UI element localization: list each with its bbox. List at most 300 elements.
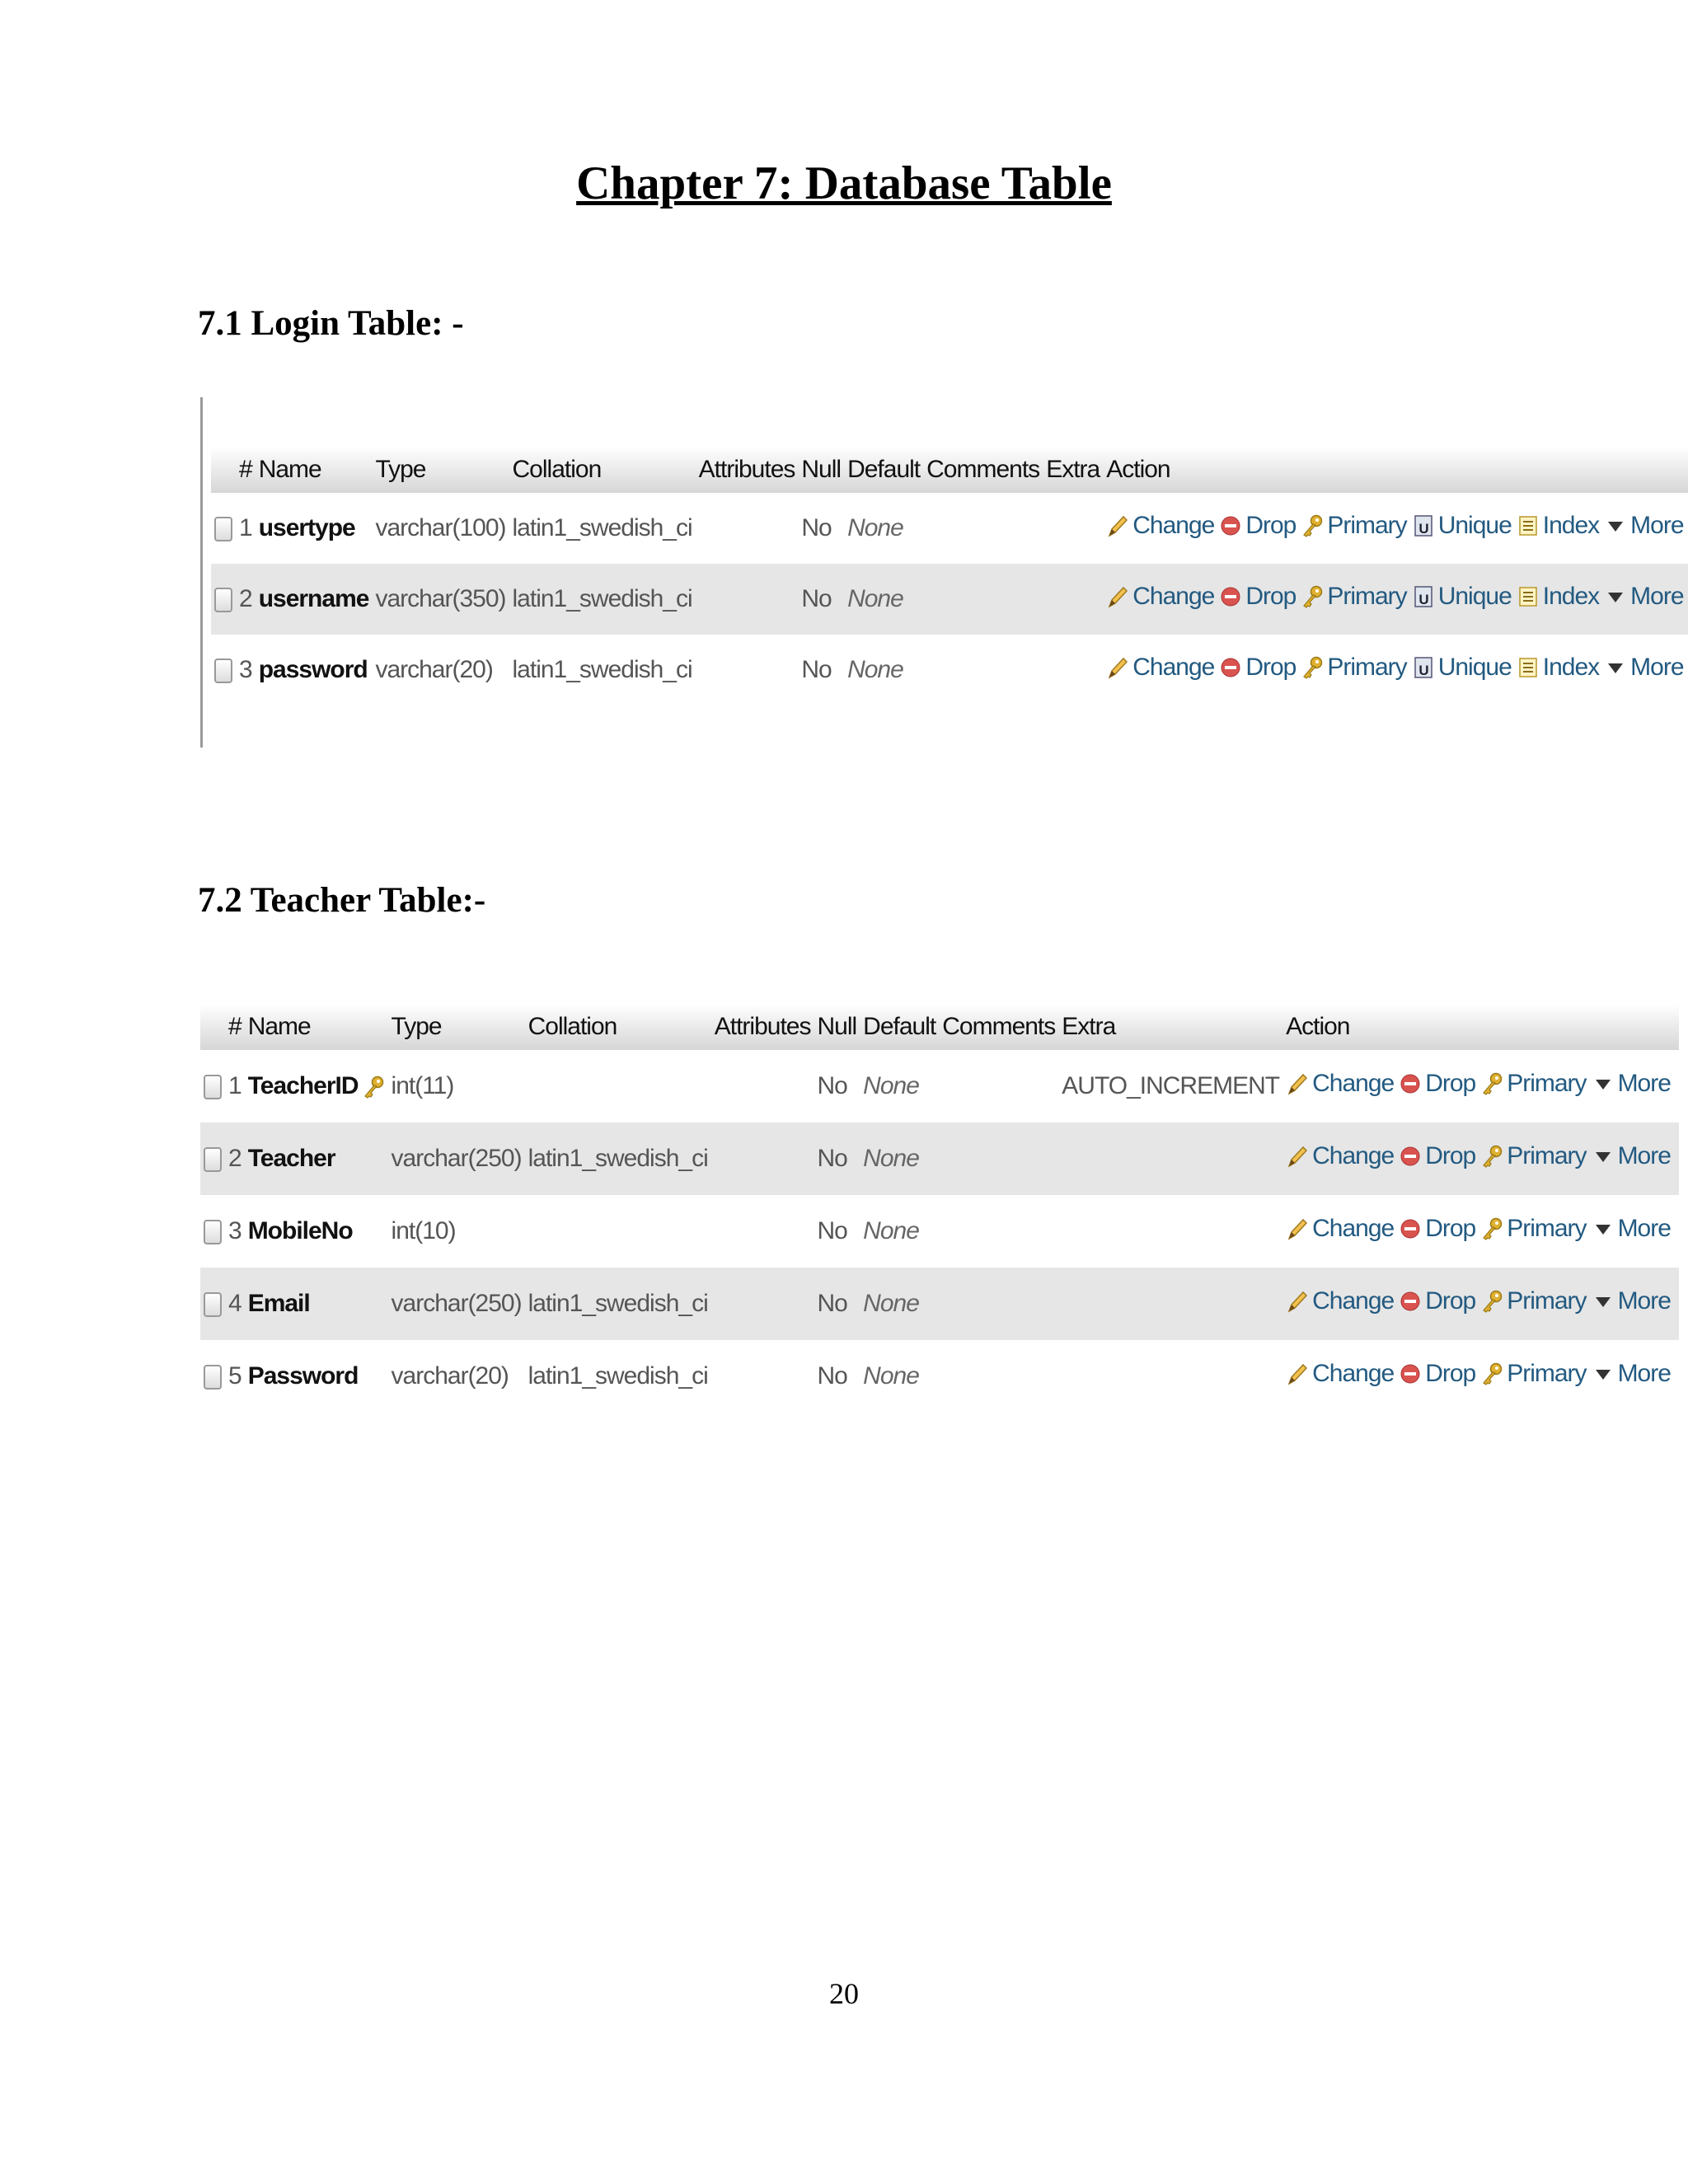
action-drop-link[interactable] — [1399, 1215, 1475, 1243]
table-row — [211, 635, 1688, 705]
column-header-attributes: Attributes — [711, 1004, 814, 1050]
action-drop-link[interactable] — [1219, 512, 1296, 540]
key-icon — [1480, 1216, 1503, 1241]
cell-comments — [939, 1195, 1058, 1268]
login-table-screenshot — [200, 397, 1684, 748]
pencil-icon — [1286, 1071, 1309, 1096]
cell-action — [1282, 1122, 1679, 1195]
cell-num — [236, 635, 256, 705]
action-change-label: Change — [1312, 1215, 1395, 1242]
row-checkbox[interactable] — [214, 658, 232, 683]
cell-attributes — [711, 1050, 814, 1122]
drop-icon — [1399, 1216, 1422, 1241]
row-checkbox-cell — [200, 1340, 225, 1413]
column-header-type: Type — [388, 1004, 525, 1050]
column-header-extra: Extra — [1058, 1004, 1282, 1050]
row-checkbox-cell — [200, 1195, 225, 1268]
cell-type-text: int(10) — [391, 1217, 456, 1244]
action-drop-label: Drop — [1425, 1360, 1476, 1387]
cell-default-text: None — [863, 1362, 919, 1390]
action-primary-link[interactable] — [1480, 1287, 1586, 1315]
action-more-link[interactable] — [1592, 1360, 1671, 1388]
cell-attributes — [711, 1195, 814, 1268]
cell-num — [236, 564, 256, 635]
cell-name-text: TeacherID — [247, 1072, 359, 1099]
caret-down-icon — [1604, 584, 1627, 609]
page-title: Chapter 7: Database Table — [576, 157, 1112, 209]
cell-null-text: No — [817, 1072, 847, 1099]
cell-num — [225, 1122, 245, 1195]
action-change-link[interactable] — [1106, 512, 1214, 540]
cell-default — [860, 1122, 939, 1195]
action-more-label: More — [1617, 1287, 1671, 1315]
cell-comments — [939, 1268, 1058, 1340]
column-header-number: # — [236, 447, 256, 493]
cell-type-text: varchar(20) — [391, 1362, 509, 1390]
drop-icon — [1399, 1289, 1422, 1314]
action-change-label: Change — [1312, 1287, 1395, 1315]
action-index-link[interactable] — [1517, 654, 1599, 682]
cell-type-text: varchar(20) — [375, 656, 493, 683]
action-index-link[interactable] — [1517, 583, 1599, 611]
pencil-icon — [1106, 655, 1129, 680]
section-heading-teacher: 7.2 Teacher Table:- — [198, 881, 486, 920]
cell-null-text: No — [817, 1145, 847, 1172]
pencil-icon — [1106, 584, 1129, 609]
cell-action — [1103, 564, 1688, 635]
action-more-link[interactable] — [1604, 583, 1683, 611]
action-drop-label: Drop — [1425, 1215, 1476, 1242]
teacher-table-screenshot — [200, 1004, 1671, 1449]
action-more-label: More — [1630, 512, 1684, 539]
row-checkbox-cell — [200, 1050, 225, 1122]
row-checkbox[interactable] — [204, 1365, 222, 1390]
cell-default-text: None — [847, 514, 903, 541]
action-change-link[interactable] — [1286, 1360, 1394, 1388]
key-icon — [1480, 1071, 1503, 1096]
row-checkbox[interactable] — [204, 1075, 222, 1099]
cell-num-text: 4 — [228, 1290, 241, 1317]
cell-extra — [1058, 1050, 1282, 1122]
cell-default-text: None — [863, 1072, 919, 1099]
action-unique-label: Unique — [1437, 583, 1512, 610]
cell-collation — [509, 635, 696, 705]
cell-collation-text: latin1_swedish_ci — [528, 1145, 708, 1172]
action-change-link[interactable] — [1106, 583, 1214, 611]
cell-attributes — [711, 1122, 814, 1195]
table-row — [200, 1050, 1679, 1122]
caret-down-icon — [1592, 1289, 1615, 1314]
action-primary-label: Primary — [1507, 1287, 1587, 1315]
action-more-link[interactable] — [1592, 1142, 1671, 1170]
pencil-icon — [1286, 1144, 1309, 1169]
cell-extra — [1058, 1195, 1282, 1268]
table-row — [200, 1268, 1679, 1340]
row-checkbox[interactable] — [204, 1292, 222, 1317]
key-icon — [1480, 1289, 1503, 1314]
row-checkbox-cell — [211, 564, 236, 635]
row-checkbox[interactable] — [204, 1220, 222, 1244]
action-drop-link[interactable] — [1399, 1360, 1475, 1388]
cell-collation-text: latin1_swedish_ci — [528, 1290, 708, 1317]
cell-comments — [939, 1340, 1058, 1413]
column-header-null: Null — [798, 447, 844, 493]
column-header-number: # — [225, 1004, 245, 1050]
cell-default — [844, 635, 923, 705]
cell-name — [245, 1195, 388, 1268]
cell-default-text: None — [863, 1290, 919, 1317]
svg-text:U: U — [1418, 663, 1428, 678]
cell-comments — [923, 635, 1043, 705]
action-more-link[interactable] — [1604, 654, 1683, 682]
cell-attributes — [696, 564, 799, 635]
cell-collation — [525, 1340, 711, 1413]
row-checkbox-cell — [211, 635, 236, 705]
cell-num-text: 2 — [228, 1145, 241, 1172]
table-row — [200, 1340, 1679, 1413]
column-header-attributes: Attributes — [696, 447, 799, 493]
cell-default — [860, 1050, 939, 1122]
cell-attributes — [696, 635, 799, 705]
action-primary-link[interactable] — [1480, 1215, 1586, 1243]
login-structure-table — [211, 447, 1688, 705]
action-drop-label: Drop — [1245, 583, 1296, 610]
cell-collation — [509, 493, 696, 564]
row-checkbox-cell — [200, 1268, 225, 1340]
action-change-link[interactable] — [1286, 1142, 1394, 1170]
table-header-row — [211, 447, 1688, 493]
cell-null-text: No — [801, 656, 832, 683]
action-change-label: Change — [1132, 512, 1215, 539]
cell-type-text: varchar(100) — [375, 514, 506, 541]
cell-default-text: None — [847, 585, 903, 612]
action-more-link[interactable] — [1592, 1287, 1671, 1315]
cell-action — [1282, 1340, 1679, 1413]
drop-icon — [1219, 655, 1242, 680]
cell-type — [372, 564, 509, 635]
cell-default-text: None — [847, 656, 903, 683]
cell-num — [225, 1268, 245, 1340]
action-primary-link[interactable] — [1301, 512, 1406, 540]
page-number: 20 — [829, 1977, 859, 2010]
cell-type-text: varchar(250) — [391, 1290, 522, 1317]
action-index-label: Index — [1542, 512, 1600, 539]
action-unique-label: Unique — [1437, 654, 1512, 681]
cell-type — [388, 1195, 525, 1268]
column-header-default: Default — [860, 1004, 939, 1050]
table-row — [211, 564, 1688, 635]
action-more-label: More — [1630, 583, 1684, 610]
cell-extra — [1058, 1340, 1282, 1413]
action-unique-link[interactable] — [1412, 512, 1512, 540]
key-icon — [1480, 1361, 1503, 1386]
action-drop-label: Drop — [1425, 1070, 1476, 1097]
cell-null — [798, 493, 844, 564]
cell-attributes — [696, 493, 799, 564]
header-checkbox-cell — [200, 1004, 225, 1050]
table-row — [200, 1122, 1679, 1195]
cell-name-text: usertype — [258, 514, 355, 541]
action-drop-link[interactable] — [1219, 654, 1296, 682]
cell-type-text: varchar(250) — [391, 1145, 522, 1172]
action-index-link[interactable] — [1517, 512, 1599, 540]
cell-extra — [1043, 493, 1103, 564]
cell-null — [814, 1195, 860, 1268]
cell-collation — [525, 1122, 711, 1195]
action-drop-label: Drop — [1245, 512, 1296, 539]
action-unique-link[interactable] — [1412, 654, 1512, 682]
cell-null-text: No — [817, 1290, 847, 1317]
column-header-default: Default — [844, 447, 923, 493]
cell-type — [388, 1268, 525, 1340]
action-more-label: More — [1630, 654, 1684, 681]
drop-icon — [1399, 1361, 1422, 1386]
table-row — [200, 1195, 1679, 1268]
column-header-name: Name — [245, 1004, 388, 1050]
cell-num — [225, 1340, 245, 1413]
cell-null — [814, 1050, 860, 1122]
cell-extra-text: AUTO_INCREMENT — [1062, 1072, 1280, 1099]
action-drop-label: Drop — [1245, 654, 1296, 681]
action-primary-link[interactable] — [1480, 1142, 1586, 1170]
primary-key-icon — [362, 1075, 385, 1099]
cell-extra — [1043, 564, 1103, 635]
cell-name-text: MobileNo — [247, 1217, 353, 1244]
cell-name-text: Teacher — [247, 1145, 335, 1172]
caret-down-icon — [1592, 1216, 1615, 1241]
key-icon — [1301, 584, 1324, 609]
cell-name-text: Password — [247, 1362, 359, 1390]
cell-name — [256, 564, 373, 635]
column-header-type: Type — [372, 447, 509, 493]
cell-collation-text: latin1_swedish_ci — [512, 656, 692, 683]
cell-extra — [1058, 1268, 1282, 1340]
column-header-collation: Collation — [525, 1004, 711, 1050]
cell-attributes — [711, 1340, 814, 1413]
action-change-label: Change — [1132, 654, 1215, 681]
action-more-label: More — [1617, 1142, 1671, 1169]
pencil-icon — [1106, 513, 1129, 538]
action-primary-link[interactable] — [1480, 1360, 1586, 1388]
cell-type — [388, 1340, 525, 1413]
action-primary-link[interactable] — [1301, 583, 1406, 611]
column-header-null: Null — [814, 1004, 860, 1050]
cell-default-text: None — [863, 1145, 919, 1172]
action-unique-label: Unique — [1437, 512, 1512, 539]
action-change-link[interactable] — [1286, 1287, 1394, 1315]
caret-down-icon — [1592, 1361, 1615, 1386]
cell-comments — [939, 1050, 1058, 1122]
key-icon — [1301, 655, 1324, 680]
cell-collation-text: latin1_swedish_ci — [512, 514, 692, 541]
cell-type — [388, 1050, 525, 1122]
action-drop-link[interactable] — [1399, 1287, 1475, 1315]
column-header-comments: Comments — [923, 447, 1043, 493]
cell-null — [814, 1340, 860, 1413]
cell-num-text: 3 — [239, 656, 252, 683]
cell-type — [372, 635, 509, 705]
cell-type-text: int(11) — [391, 1072, 454, 1099]
row-checkbox[interactable] — [204, 1147, 222, 1172]
unique-icon — [1412, 584, 1435, 609]
drop-icon — [1399, 1144, 1422, 1169]
cell-num — [225, 1195, 245, 1268]
cell-null — [814, 1268, 860, 1340]
column-header-action: Action — [1282, 1004, 1679, 1050]
cell-null-text: No — [817, 1217, 847, 1244]
svg-text:U: U — [1418, 592, 1428, 607]
cell-num-text: 1 — [239, 514, 252, 541]
action-change-link[interactable] — [1106, 654, 1214, 682]
header-checkbox-cell — [211, 447, 236, 493]
cell-comments — [939, 1122, 1058, 1195]
drop-icon — [1219, 584, 1242, 609]
cell-action — [1103, 635, 1688, 705]
pencil-icon — [1286, 1216, 1309, 1241]
caret-down-icon — [1592, 1144, 1615, 1169]
cell-action — [1282, 1050, 1679, 1122]
column-header-action: Action — [1103, 447, 1688, 493]
action-primary-label: Primary — [1507, 1360, 1587, 1387]
action-more-link[interactable] — [1604, 512, 1683, 540]
action-primary-link[interactable] — [1301, 654, 1406, 682]
cell-name-text: username — [258, 585, 369, 612]
cell-name — [245, 1268, 388, 1340]
section-heading-login: 7.1 Login Table: - — [198, 304, 464, 343]
action-primary-label: Primary — [1327, 512, 1407, 539]
cell-comments — [923, 493, 1043, 564]
svg-text:U: U — [1418, 521, 1428, 537]
cell-name — [245, 1340, 388, 1413]
cell-action — [1282, 1268, 1679, 1340]
cell-extra — [1058, 1122, 1282, 1195]
column-header-comments: Comments — [939, 1004, 1058, 1050]
caret-down-icon — [1592, 1071, 1615, 1096]
action-index-label: Index — [1542, 654, 1600, 681]
cell-num — [236, 493, 256, 564]
cell-action — [1103, 493, 1688, 564]
cell-comments — [923, 564, 1043, 635]
cell-null-text: No — [817, 1362, 847, 1390]
action-more-link[interactable] — [1592, 1215, 1671, 1243]
cell-collation — [525, 1195, 711, 1268]
action-change-link[interactable] — [1286, 1215, 1394, 1243]
action-change-label: Change — [1312, 1142, 1395, 1169]
cell-collation-text: latin1_swedish_ci — [528, 1362, 708, 1390]
action-more-label: More — [1617, 1070, 1671, 1097]
cell-null-text: No — [801, 514, 832, 541]
index-icon — [1517, 655, 1540, 680]
cell-type-text: varchar(350) — [375, 585, 506, 612]
column-header-name: Name — [256, 447, 373, 493]
index-icon — [1517, 513, 1540, 538]
action-more-label: More — [1617, 1360, 1671, 1387]
action-primary-label: Primary — [1507, 1142, 1587, 1169]
action-primary-link[interactable] — [1480, 1070, 1586, 1098]
cell-null — [798, 564, 844, 635]
action-index-label: Index — [1542, 583, 1600, 610]
teacher-structure-table — [200, 1004, 1679, 1413]
key-icon — [1480, 1144, 1503, 1169]
row-checkbox-cell — [211, 493, 236, 564]
cell-name-text: Email — [247, 1290, 310, 1317]
action-change-link[interactable] — [1286, 1070, 1394, 1098]
cell-type — [372, 493, 509, 564]
row-checkbox[interactable] — [214, 588, 232, 612]
row-checkbox[interactable] — [214, 517, 232, 541]
cell-default — [844, 564, 923, 635]
action-change-label: Change — [1132, 583, 1215, 610]
column-header-collation: Collation — [509, 447, 696, 493]
row-checkbox-cell — [200, 1122, 225, 1195]
action-primary-label: Primary — [1507, 1215, 1587, 1242]
cell-name-text: password — [258, 656, 368, 683]
table-header-row — [200, 1004, 1679, 1050]
cell-extra — [1043, 635, 1103, 705]
key-icon — [1301, 513, 1324, 538]
cell-default-text: None — [863, 1217, 919, 1244]
column-header-extra: Extra — [1043, 447, 1103, 493]
action-drop-label: Drop — [1425, 1287, 1476, 1315]
cell-collation-text: latin1_swedish_ci — [512, 585, 692, 612]
action-primary-label: Primary — [1327, 654, 1407, 681]
action-more-label: More — [1617, 1215, 1671, 1242]
action-primary-label: Primary — [1327, 583, 1407, 610]
cell-null — [798, 635, 844, 705]
cell-null-text: No — [801, 585, 832, 612]
index-icon — [1517, 584, 1540, 609]
cell-name — [245, 1050, 388, 1122]
caret-down-icon — [1604, 513, 1627, 538]
unique-icon — [1412, 513, 1435, 538]
cell-null — [814, 1122, 860, 1195]
cell-action — [1282, 1195, 1679, 1268]
drop-icon — [1399, 1071, 1422, 1096]
cell-default — [844, 493, 923, 564]
cell-name — [256, 635, 373, 705]
cell-collation — [509, 564, 696, 635]
action-unique-link[interactable] — [1412, 583, 1512, 611]
cell-num — [225, 1050, 245, 1122]
cell-name — [256, 493, 373, 564]
cell-num-text: 1 — [228, 1072, 241, 1099]
cell-type — [388, 1122, 525, 1195]
pencil-icon — [1286, 1361, 1309, 1386]
cell-collation — [525, 1268, 711, 1340]
cell-num-text: 5 — [228, 1362, 241, 1390]
action-drop-link[interactable] — [1399, 1142, 1475, 1170]
cell-attributes — [711, 1268, 814, 1340]
drop-icon — [1219, 513, 1242, 538]
cell-default — [860, 1268, 939, 1340]
action-drop-link[interactable] — [1399, 1070, 1475, 1098]
table-row — [211, 493, 1688, 564]
cell-collation — [525, 1050, 711, 1122]
action-drop-label: Drop — [1425, 1142, 1476, 1169]
action-more-link[interactable] — [1592, 1070, 1671, 1098]
action-change-label: Change — [1312, 1360, 1395, 1387]
unique-icon — [1412, 655, 1435, 680]
cell-num-text: 3 — [228, 1217, 241, 1244]
action-primary-label: Primary — [1507, 1070, 1587, 1097]
action-drop-link[interactable] — [1219, 583, 1296, 611]
caret-down-icon — [1604, 655, 1627, 680]
cell-default — [860, 1195, 939, 1268]
action-change-label: Change — [1312, 1070, 1395, 1097]
cell-num-text: 2 — [239, 585, 252, 612]
cell-default — [860, 1340, 939, 1413]
pencil-icon — [1286, 1289, 1309, 1314]
